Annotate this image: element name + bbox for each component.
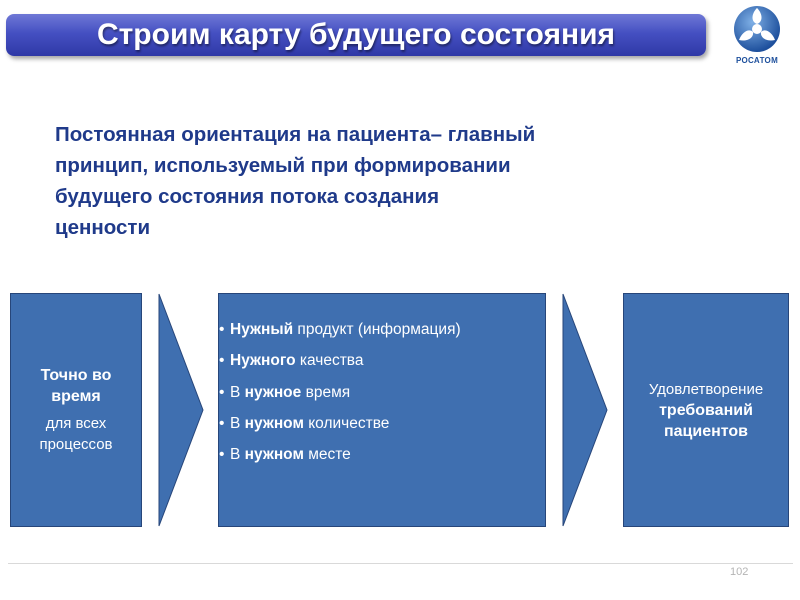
left-box-normal-line: для всех xyxy=(45,415,107,432)
title-bar xyxy=(6,14,706,56)
item-text: качества xyxy=(295,352,364,370)
main-heading xyxy=(55,119,715,243)
patient-satisfaction-box xyxy=(623,293,789,527)
right-box-bold-line: требований xyxy=(659,401,753,419)
page-number: 102 xyxy=(730,566,749,578)
list-item: • В нужном количестве xyxy=(219,414,390,432)
left-box-bold-line: Точно во xyxy=(40,367,112,384)
item-bold: Нужного xyxy=(230,352,296,370)
item-text: месте xyxy=(303,446,351,464)
item-bold: Нужный xyxy=(230,321,294,338)
list-item: • Нужного качества xyxy=(219,352,364,370)
item-pre: В xyxy=(230,383,245,401)
logo xyxy=(725,4,789,70)
chevron-arrow-icon xyxy=(562,293,608,527)
right-box-bold-line: пациентов xyxy=(663,422,749,440)
item-bold: нужном xyxy=(244,446,304,464)
requirements-box xyxy=(218,293,546,527)
list-item: • В нужном месте xyxy=(219,446,351,464)
requirements-list xyxy=(219,294,545,465)
heading-line: Постоянная ориентация на пациента– главный xyxy=(55,123,536,146)
item-text: время xyxy=(301,383,351,401)
left-box-normal-line: процессов xyxy=(39,436,113,453)
heading-line: будущего состояния потока создания xyxy=(55,185,440,208)
left-box-bold-line: время xyxy=(51,388,101,405)
list-item: • Нужный продукт (информация) xyxy=(219,321,461,338)
footer-divider xyxy=(8,563,793,564)
item-pre: В xyxy=(230,414,245,432)
just-in-time-box xyxy=(10,293,142,527)
item-bold: нужное xyxy=(244,383,302,401)
item-pre: В xyxy=(230,446,245,464)
list-item: • В нужное время xyxy=(219,383,351,401)
item-bold: нужном xyxy=(244,414,304,432)
rosatom-logo-icon xyxy=(732,4,782,54)
item-text: продукт (информация) xyxy=(293,321,461,338)
item-text: количестве xyxy=(303,414,390,432)
heading-line: принцип, используемый при формировании xyxy=(55,154,511,177)
right-box-normal-line: Удовлетворение xyxy=(648,380,764,398)
heading-line: ценности xyxy=(55,216,151,239)
chevron-arrow-icon xyxy=(158,293,204,527)
logo-text: РОСАТОМ xyxy=(735,56,779,65)
slide-title: Строим карту будущего состояния xyxy=(96,18,616,51)
